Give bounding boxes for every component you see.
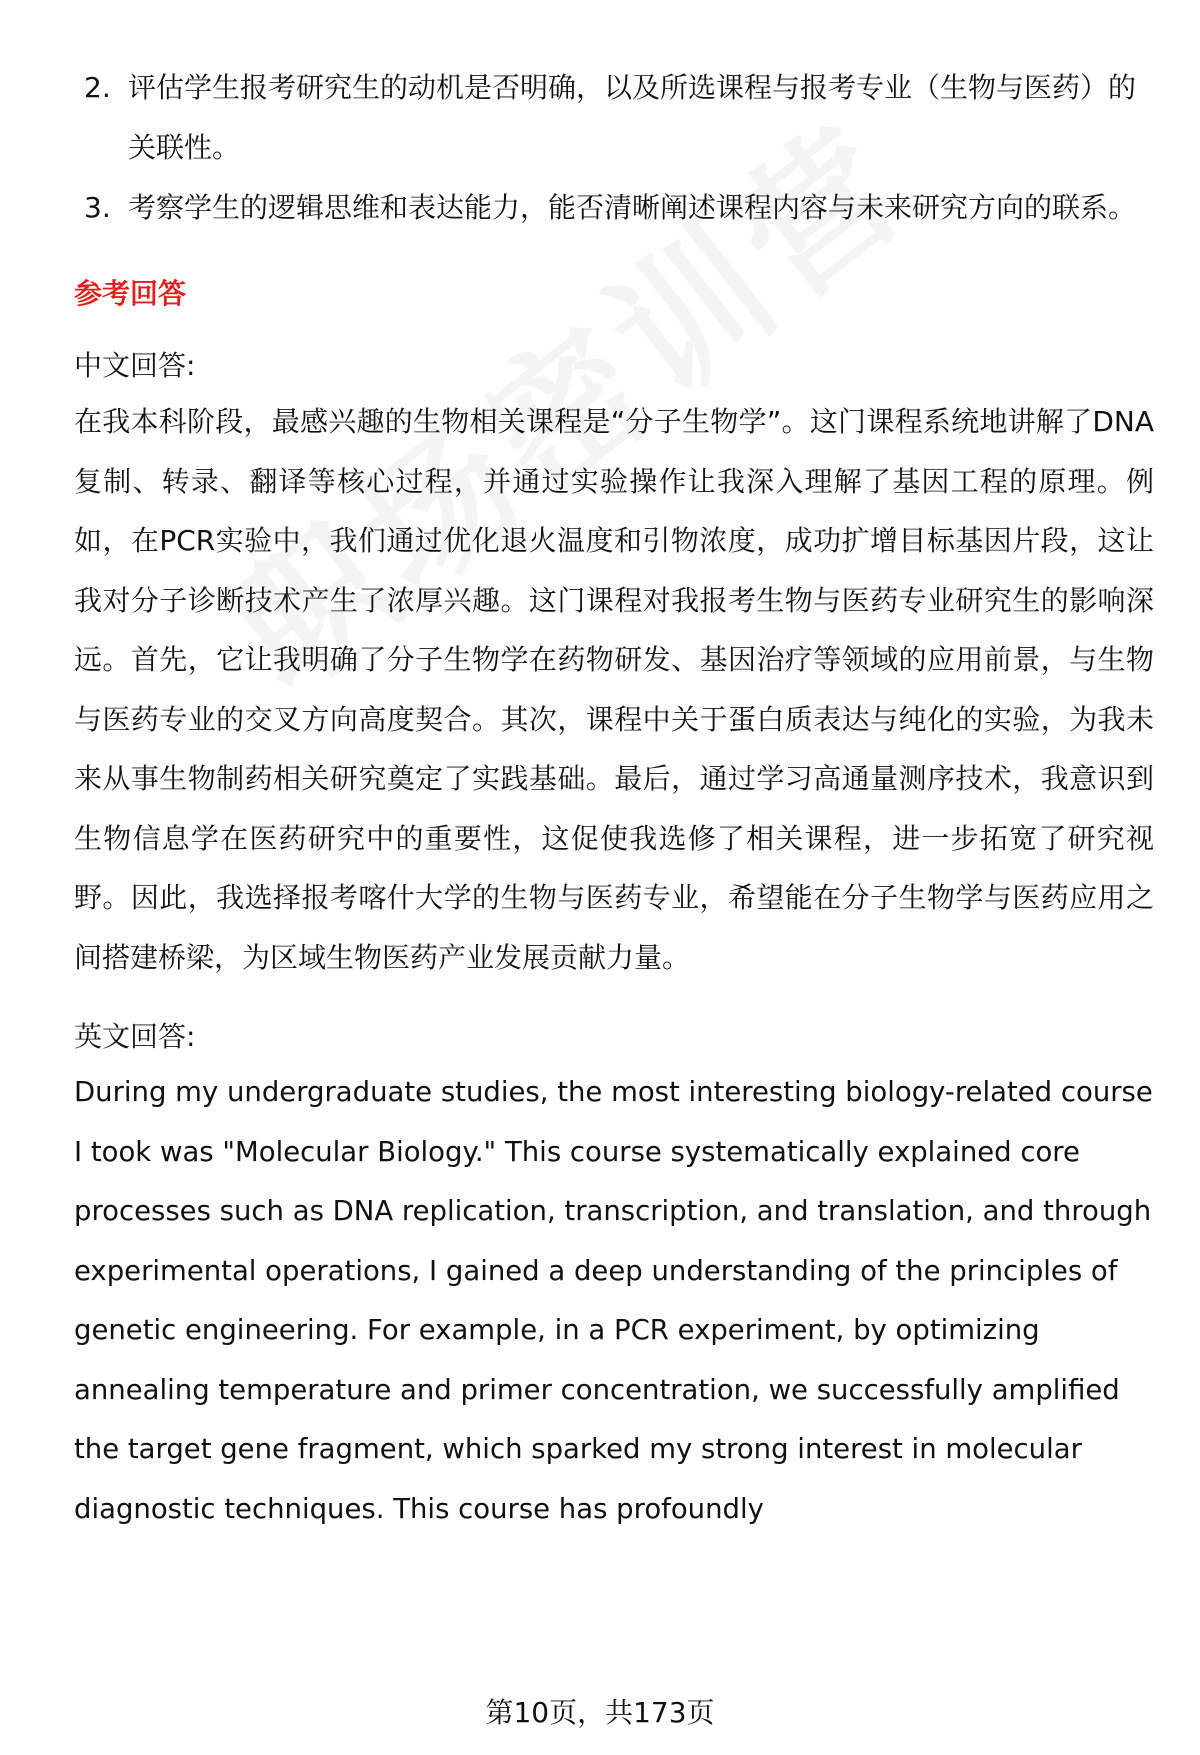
list-item-number: 2. — [84, 71, 111, 104]
list-item — [74, 58, 1154, 178]
criteria-list — [74, 58, 1154, 238]
list-item-text: 评估学生报考研究生的动机是否明确，以及所选课程与报考专业（生物与医药）的关联性。 — [128, 71, 1137, 164]
page-number: 第10页，共173页 — [485, 1696, 715, 1729]
page-content — [74, 58, 1154, 1539]
section-title: 参考回答 — [74, 277, 187, 310]
list-item-number: 3. — [84, 191, 111, 224]
list-item — [74, 178, 1154, 238]
chinese-answer-label: 中文回答: — [74, 349, 196, 382]
chinese-answer-text: 在我本科阶段，最感兴趣的生物相关课程是“分子生物学”。这门课程系统地讲解了DNA复制、转录、翻译等核心过程，并通过实验操作让我深入理解了基因工程的原理。例如，在PCR实验中，我们通过优化退火温度和引物浓度，成功扩增目标基因片段，这让我对分子诊断技术产生了浓厚兴趣。这门课程对我报考生物与医药专业研究生的影响深远。首先，它让我明确了分子生物学在药物研发、基因治疗等领域的应用前景，与生物与医药专业的交叉方向高度契合。其次，课程中关于蛋白质表达与纯化的实验，为我未来从事生物制药相关研究奠定了实践基础。最后，通过学习高通量测序技术，我意识到生物信息学在医药研究中的重要性，这促使我选修了相关课程，进一步拓宽了研究视野。因此，我选择报考喀什大学的生物与医药专业，希望能在分子生物学与医药应用之间搭建桥梁，为区域生物医药产业发展贡献力量。 — [74, 405, 1154, 974]
english-answer-text: During my undergraduate studies, the most interesting biology-related course I took was "Molecular Biology." This course systematically explained core processes such as DNA replication, transcription, and translation, and through experimental operations, I gained a deep understanding of the principles of genetic engineering. For example, in a PCR experiment, by optimizing annealing temperature and primer concentration, we successfully amplified the target gene fragment, which sparked my strong interest in molecular diagnostic techniques. This course has profoundly — [74, 1076, 1153, 1525]
list-item-text: 考察学生的逻辑思维和表达能力，能否清晰阐述课程内容与未来研究方向的联系。 — [128, 191, 1137, 224]
english-answer-label: 英文回答: — [74, 1020, 196, 1053]
